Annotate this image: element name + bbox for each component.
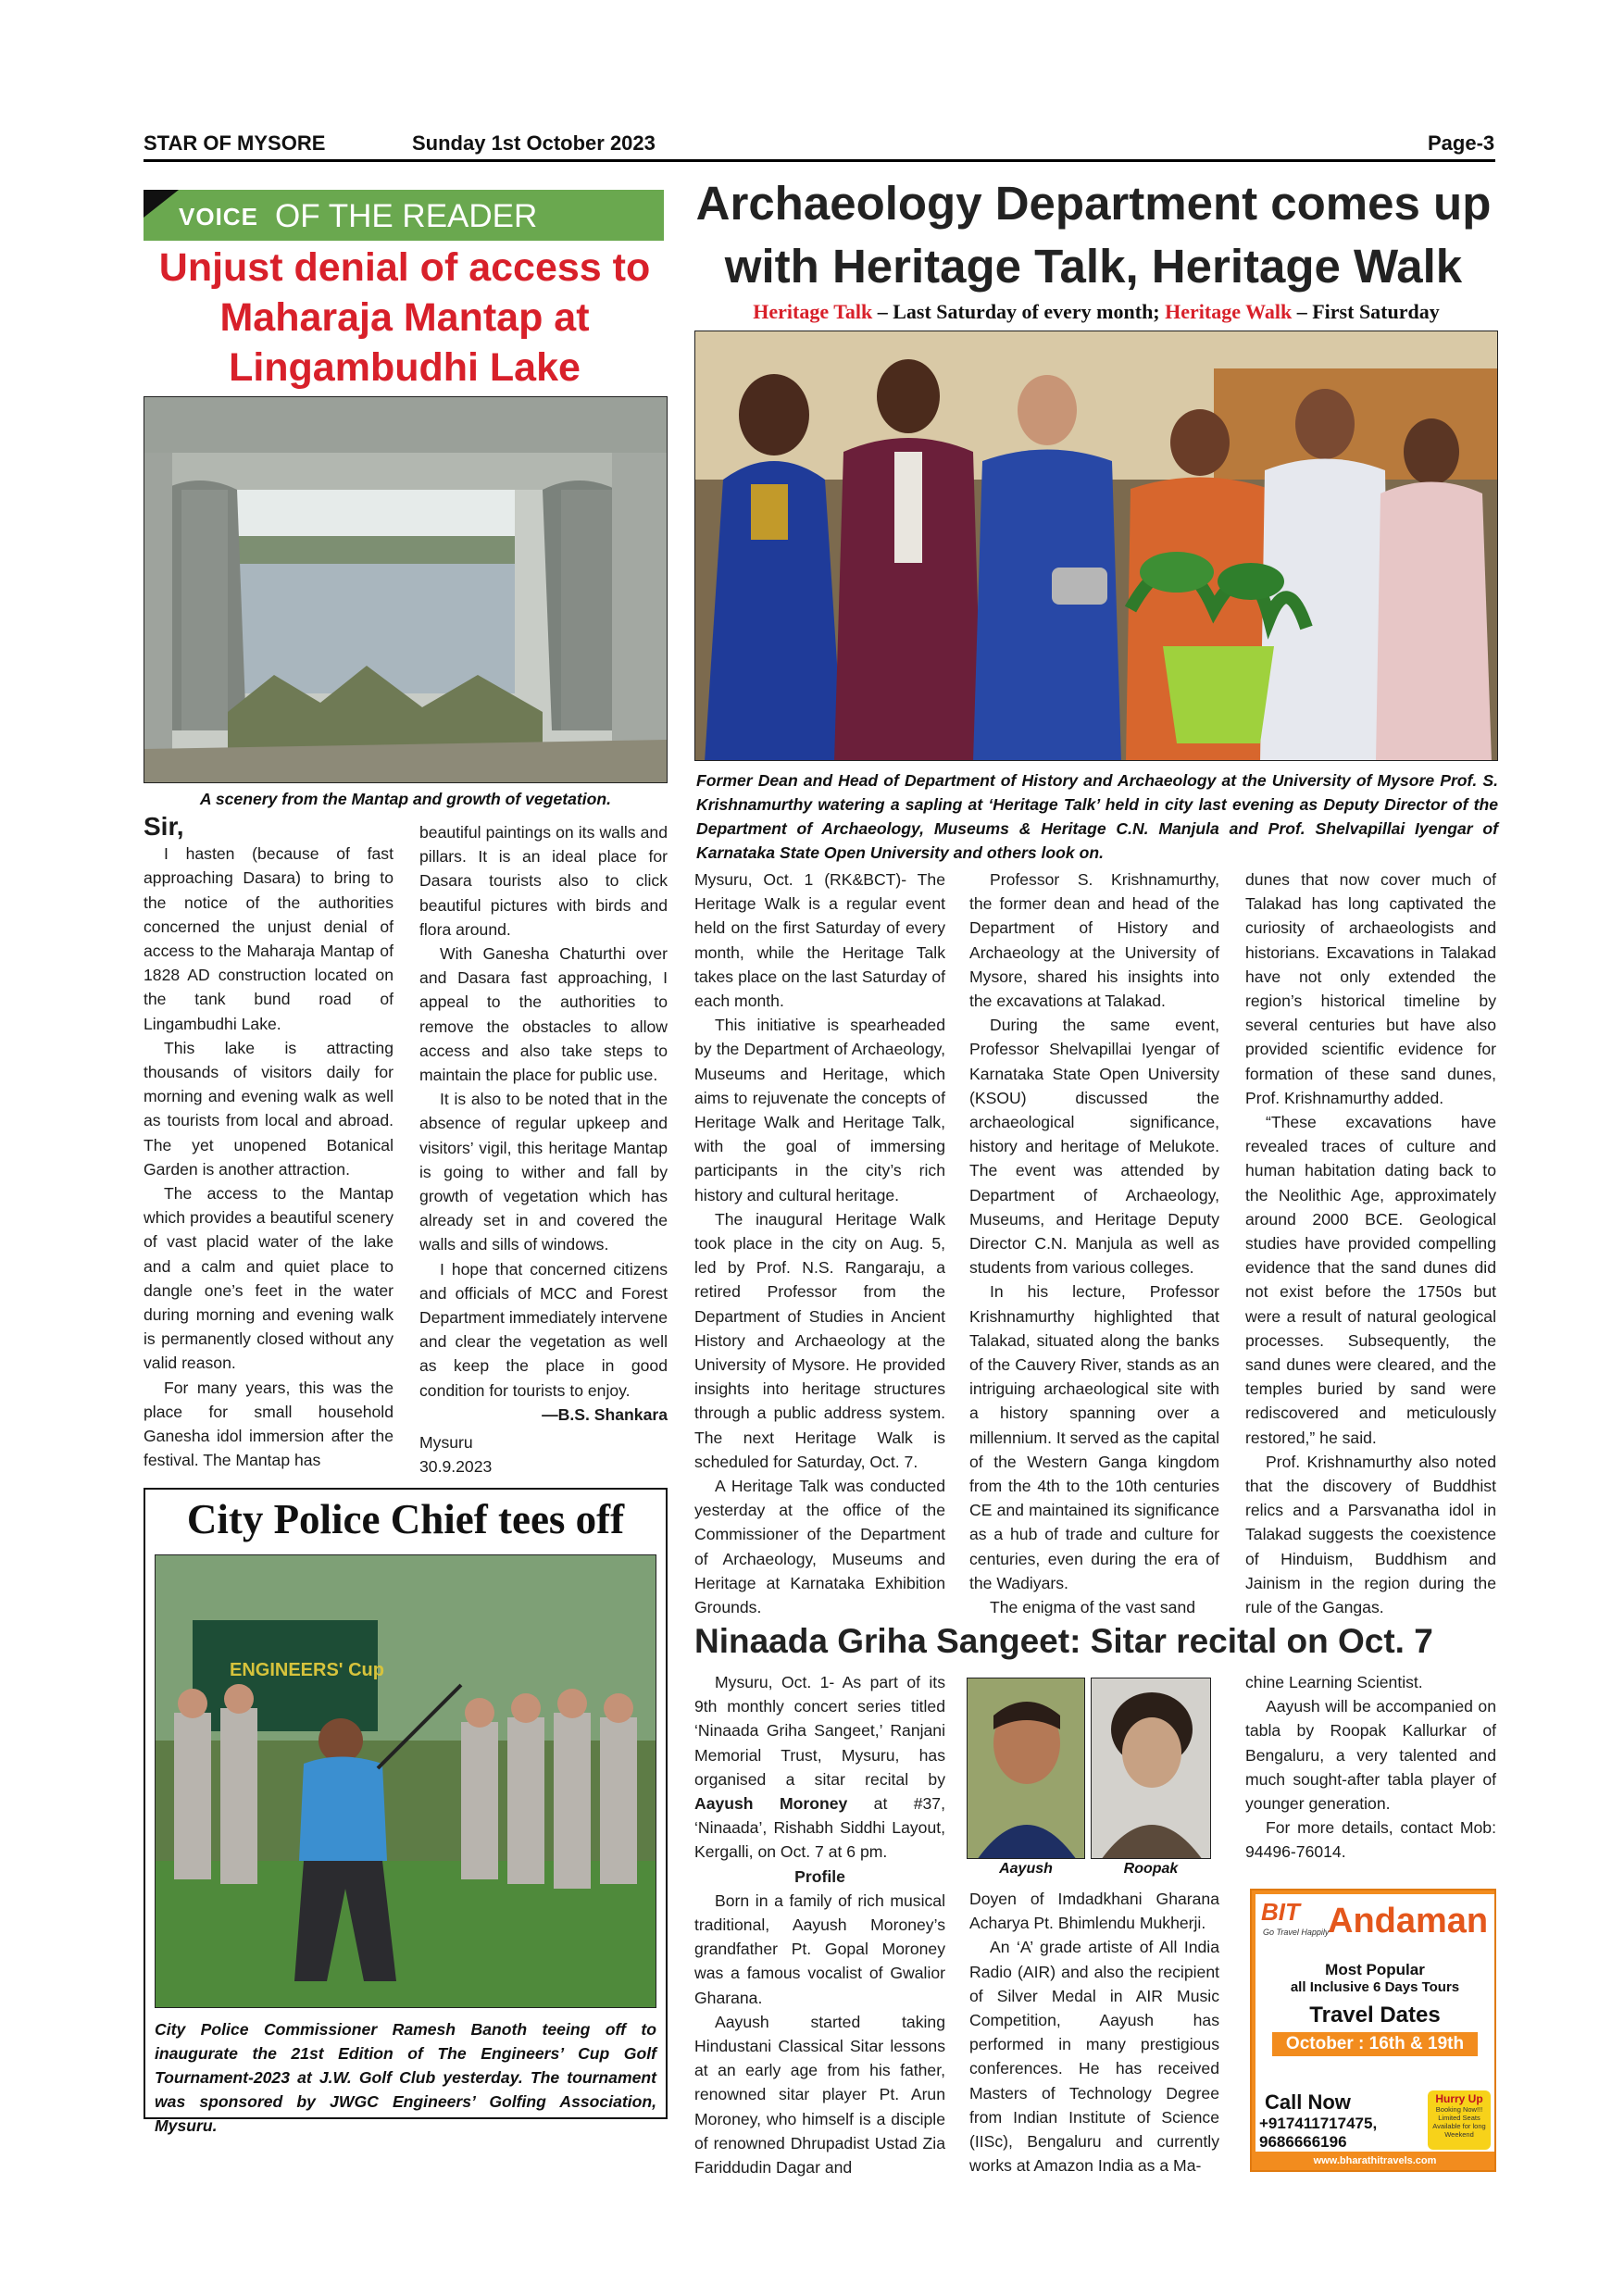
letter-place: Mysuru <box>419 1433 473 1453</box>
letter-paragraph: beautiful paintings on its walls and pillars. It is an ideal place for Dasara tourists also to click beautiful pictures with birds and flora around. <box>419 823 668 939</box>
roopak-portrait <box>1092 1678 1211 1859</box>
golf-caption: City Police Commissioner Ramesh Banoth teeing off to inaugurate the 21st Edition of The Engineers’ Cup Golf Tournament-2023 at J.W. Golf Club yesterday. The tournament was sponsored by JWGC Engineers’ Golfing Association, Mysuru. <box>155 2020 656 2135</box>
issue-date: Sunday 1st October 2023 <box>412 131 656 155</box>
archaeology-paragraph: The inaugural Heritage Walk took place in the city on Aug. 5, led by Prof. N.S. Rangaraju, a retired Professor from the Department of Studies in Ancient History and Archaeology at the University of Mysore. He provided insights into heritage structures through a public address system. The next Heritage Walk is scheduled for Saturday, Oct. 7. <box>694 1209 945 1471</box>
ninaada-intro-venue: at #37, ‘Ninaada’, Rishabh Siddhi Layout, Kergalli, on Oct. 7 at 6 pm. <box>694 1794 945 1862</box>
letter-paragraph: The access to the Mantap which provides a beautiful scenery of vast placid water of the lake and a calm and quiet place to dangle one’s feet in the water during morning and evening walk is permanently closed without any valid reason. <box>144 1184 394 1373</box>
banner-corner-icon <box>144 190 179 218</box>
banner-title: OF THE READER <box>275 198 538 234</box>
archaeology-subhead <box>694 300 1498 324</box>
archaeology-col-1 <box>694 867 945 1619</box>
ad-title: Andaman <box>1328 1902 1489 1940</box>
heritage-caption: Former Dean and Head of Department of History and Archaeology at the University of Mysore Prof. S. Krishnamurthy watering a sapling at ‘Heritage Talk’ held in city last evening as Deputy Director of the Department of Archaeology, Museums & Heritage C.N. Manjula and Prof. Shelvapillai Iyengar of Karnataka State Open University and others look on. <box>696 771 1498 862</box>
golf-banner-text: ENGINEERS' Cup <box>230 1660 384 1680</box>
ad-hurry-sub: Booking Now!!! Limited Seats Available for long Weekend <box>1432 2105 1486 2139</box>
ad-brand: BIT <box>1261 1898 1300 1926</box>
roopak-label: Roopak <box>1123 1861 1179 1877</box>
banner-tag: VOICE <box>179 203 258 231</box>
ninaada-paragraph: Born in a family of rich musical traditional, Aayush Moroney’s grandfather Pt. Gopal Moroney was a famous vocalist of Gwalior Gharana. <box>694 1890 945 2007</box>
ad-travel-dates: Travel Dates <box>1309 2003 1441 2028</box>
andaman-ad[interactable] <box>1250 1889 1496 2172</box>
subhead-walk: Heritage Walk <box>1165 300 1293 323</box>
aayush-photo <box>967 1678 1085 1859</box>
golf-box <box>144 1488 668 2135</box>
voice-banner <box>144 190 664 241</box>
archaeology-paragraph: dunes that now cover much of Talakad has long captivated the curiosity of archaeologists and historians. Excavations in Talakad have not only extended the region’s historical timeline by several centuries but have also provided scientific evidence for formation of these sand dunes, Prof. Krishnamurthy added. <box>1245 870 1496 1107</box>
ad-url[interactable]: www.bharathitravels.com <box>1313 2155 1437 2166</box>
archaeology-headline: Archaeology Department comes up with Heritage Talk, Heritage Walk <box>695 177 1492 293</box>
salutation-text: Sir, <box>144 812 184 841</box>
salutation <box>144 812 394 842</box>
aayush-portrait <box>968 1678 1085 1859</box>
letter-col-1 <box>144 812 394 1472</box>
ad-line-2: all Inclusive 6 Days Tours <box>1290 1979 1460 1995</box>
letter-paragraph: With Ganesha Chaturthi over and Dasara fast approaching, I appeal to the authorities to remove the obstacles to allow access and also take steps to maintain the place for public use. <box>419 944 668 1085</box>
ad-hurry-badge <box>1428 2090 1491 2150</box>
archaeology-paragraph: This initiative is spearheaded by the Department of Archaeology, Museums and Heritage, which aims to rejuvenate the concepts of Heritage Walk and Heritage Talk, with the goal of immersing participants in the city’s rich history and cultural heritage. <box>694 1016 945 1204</box>
letter-paragraph: I hope that concerned citizens and officials of MCC and Forest Department immediately intervene and clear the vegetation as well as keep the place in good condition for tourists to enjoy. <box>419 1259 668 1400</box>
subhead-talk-schedule: – Last Saturday of every month; <box>872 300 1166 323</box>
ad-hurry: Hurry Up <box>1435 2092 1483 2105</box>
golf-headline: City Police Chief tees off <box>186 1496 625 1542</box>
ninaada-paragraph: For more details, contact Mob: 94496-76014. <box>1245 1818 1496 1862</box>
archaeology-paragraph: The enigma of the vast sand <box>990 1598 1196 1617</box>
ad-contact <box>1255 2089 1494 2152</box>
ad-brand-tagline: Go Travel Happily <box>1263 1928 1330 1937</box>
archaeology-paragraph: Prof. Krishnamurthy also noted that the discovery of Buddhist relics and a Parsvanatha idol in Talakad suggests the coexistence of Hinduism, Buddhism and Jainism in the region during the rule of the Gangas. <box>1245 1452 1496 1617</box>
letter-paragraph: For many years, this was the place for small household Ganesha idol immersion after the festival. The Mantap has <box>144 1378 394 1470</box>
letter-signature: —B.S. Shankara <box>542 1404 668 1424</box>
ninaada-intro <box>694 1670 945 1865</box>
archaeology-paragraph: “These excavations have revealed traces of culture and human habitation dating back to the Neolithic Age, approximately around 2000 BCE. Geological studies have provided compelling evidence that the sand dunes did not exist before the 1750s but were a result of natural geological processes. Subsequently, the sand dunes were cleared, and the temples buried by sand were rediscovered and meticulously restored,” he said. <box>1245 1113 1496 1447</box>
golf-scene <box>156 1555 656 2008</box>
ninaada-col-3 <box>1245 1670 1496 1865</box>
ninaada-paragraph: An ‘A’ grade artiste of All India Radio (AIR) and also the recipient of Silver Medal in AIR Music Competition, Aayush has performed in many prestigious conferences. He has received Masters of Technology Degree from Indian Institute of Science (IISc), Bengaluru and currently works at Amazon India as a Ma- <box>969 1938 1219 2176</box>
archaeology-paragraph: A Heritage Talk was conducted yesterday at the office of the Commissioner of the Department of Archaeology, Museums and Heritage at Karnataka Exhibition Grounds. <box>694 1477 945 1617</box>
masthead-rule <box>144 159 1495 162</box>
ninaada-col-1 <box>694 1670 945 2179</box>
ninaada-col-2 <box>969 1887 1219 2177</box>
subhead-talk: Heritage Talk <box>753 300 873 323</box>
ad-header <box>1255 1894 1494 1959</box>
ninaada-intro-text: Mysuru, Oct. 1- As part of its 9th monthly concert series titled ‘Ninaada Griha Sangeet,’ Ranjani Memorial Trust, Mysuru, has organised a sitar recital by <box>694 1673 945 1789</box>
ad-phone-2[interactable]: 9686666196 <box>1259 2133 1347 2151</box>
letter-col-2 <box>419 820 668 1479</box>
ad-dates: October : 16th & 19th <box>1272 2032 1478 2056</box>
mantap-scenery <box>144 397 668 783</box>
letter-paragraph: I hasten (because of fast approaching Dasara) to bring to the notice of the authorities concerned the unjust denial of access to the Maharaja Mantap of 1828 AD construction located on the tank bund road of Lingambudhi Lake. <box>144 844 394 1033</box>
ninaada-headline: Ninaada Griha Sangeet: Sitar recital on Oct. 7 <box>694 1622 1433 1660</box>
ninaada-paragraph: chine Learning Scientist. <box>1245 1673 1423 1691</box>
ad-phone-1[interactable]: +917411717475, <box>1259 2115 1378 2132</box>
ninaada-paragraph: Aayush started taking Hindustani Classical Sitar lessons at an early age from his father, renowned sitar player Pt. Arun Moroney, who himself is a disciple of renowned Dhrupadist Ustad Zia Fariddudin Dagar and <box>694 2012 945 2177</box>
ninaada-paragraph: Aayush will be accompanied on tabla by Roopak Kallurkar of Bengaluru, a very talented and much sought-after tabla player of younger generation. <box>1245 1697 1496 1814</box>
archaeology-paragraph: During the same event, Professor Shelvapillai Iyengar of Karnataka State Open University (KSOU) discussed the archaeological significance, history and heritage of Melukote. The event was attended by Department of Archaeology, Museums, and Heritage Deputy Director C.N. Manjula as well as students from various colleges. <box>969 1016 1219 1278</box>
golf-photo <box>155 1554 656 2008</box>
roopak-photo <box>1091 1678 1211 1859</box>
artist-name: Aayush Moroney <box>694 1794 848 1814</box>
letter-paragraph: This lake is attracting thousands of visitors daily for morning and evening walk as well as tourists from local and abroad. The yet unopened Botanical Garden is another attraction. <box>144 1038 394 1179</box>
subhead-walk-schedule: – First Saturday <box>1292 300 1440 323</box>
archaeology-col-2 <box>969 867 1219 1619</box>
heritage-talk-photo <box>694 331 1498 761</box>
ad-line-1: Most Popular <box>1325 1961 1425 1978</box>
ad-call-now: Call Now <box>1265 2090 1351 2114</box>
profile-heading: Profile <box>794 1866 845 1886</box>
mantap-caption: A scenery from the Mantap and growth of vegetation. <box>199 790 612 808</box>
letter-date: 30.9.2023 <box>419 1457 493 1477</box>
mantap-photo <box>144 396 668 783</box>
archaeology-paragraph: Mysuru, Oct. 1 (RK&BCT)- The Heritage Walk is a regular event held on the first Saturday of every month, while the Heritage Talk takes place on the last Saturday of each month. <box>694 870 945 1011</box>
ninaada-paragraph: Doyen of Imdadkhani Gharana Acharya Pt. Bhimlendu Mukherji. <box>969 1890 1219 1933</box>
letter-paragraph: It is also to be noted that in the absence of regular upkeep and visitors’ vigil, this heritage Mantap is going to wither and fall by growth of vegetation which has already set in and covered the walls and sills of windows. <box>419 1090 668 1254</box>
heritage-talk-scene <box>695 331 1498 761</box>
archaeology-paragraph: Professor S. Krishnamurthy, the former dean and head of the Department of History and Archaeology at the University of Mysore, shared his insights into the excavations at Talakad. <box>969 870 1219 1011</box>
letter-headline: Unjust denial of access to Maharaja Mantap at Lingambudhi Lake <box>158 245 651 390</box>
page-number: Page-3 <box>1428 131 1495 155</box>
aayush-label: Aayush <box>999 1861 1053 1877</box>
paper-name: STAR OF MYSORE <box>144 131 326 155</box>
ad-body <box>1255 1959 1494 2089</box>
archaeology-col-3 <box>1245 867 1496 1619</box>
archaeology-paragraph: In his lecture, Professor Krishnamurthy highlighted that Talakad, situated along the banks of the Cauvery River, stands as an intriguing archaeological site with a history spanning over a millennium. It served as the capital of the Western Ganga kingdom from the 4th to the 10th centuries CE and maintained its significance as a hub of trade and culture for centuries, even during the era of the Wadiyars. <box>969 1282 1219 1592</box>
